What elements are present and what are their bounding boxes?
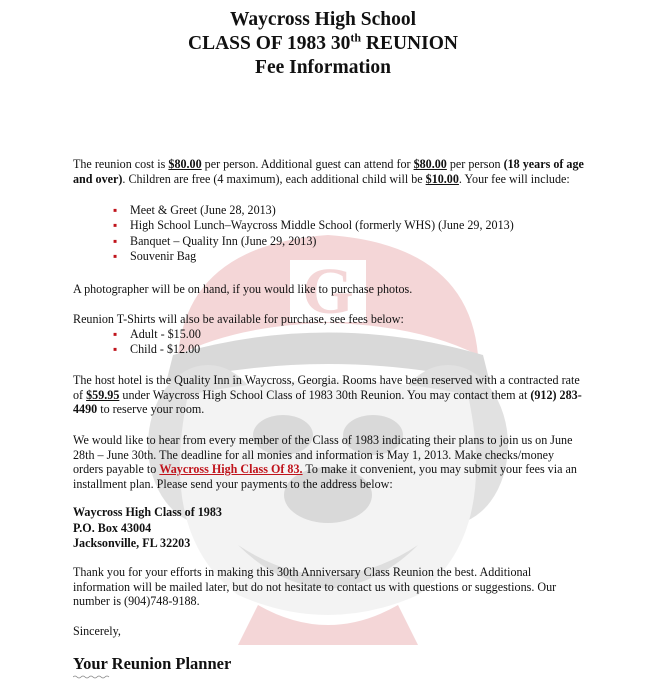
square-bullet-icon: ▪: [113, 203, 118, 217]
square-bullet-icon: ▪: [113, 327, 118, 341]
class-reunion-heading: [0, 32, 646, 56]
list-item: ▪ Banquet – Quality Inn (June 29, 2013): [113, 233, 317, 248]
address-line: P.O. Box 43004: [73, 520, 152, 535]
reunion-cost: $80.00: [168, 157, 202, 171]
fee-information-heading: Fee Information: [255, 57, 391, 78]
address-line: Waycross High Class of 1983: [73, 505, 222, 519]
payee-name: Waycross High Class Of 83.: [159, 462, 303, 477]
square-bullet-icon: ▪: [113, 233, 118, 248]
list-item: ▪ Adult - $15.00: [113, 327, 201, 341]
payment-paragraph: [73, 433, 585, 491]
hotel-paragraph: [73, 373, 585, 417]
guest-cost: $80.00: [413, 157, 447, 171]
intro-text-3: per person: [446, 157, 504, 171]
hotel-text-2: under Waycross High School Class of 1983 30th Reunion. You may contact them at: [119, 387, 531, 402]
list-item: ▪ Child - $12.00: [113, 342, 201, 357]
intro-text-5: . Your fee will include:: [458, 171, 570, 186]
class-prefix-text: CLASS OF 1983 30: [188, 33, 351, 54]
school-name-heading: Waycross High School: [229, 9, 416, 30]
list-item: ▪ Souvenir Bag: [113, 249, 197, 264]
hotel-rate: $59.95: [86, 387, 120, 402]
age-note: (18 years of age and over): [73, 157, 584, 186]
intro-text-4: . Children are free (4 maximum), each additional child will be: [122, 171, 426, 186]
hotel-phone: (912) 283-4490: [73, 387, 582, 417]
address-line: Jacksonville, FL 32203: [73, 536, 191, 551]
intro-text-2: per person. Additional guest can attend for: [201, 157, 414, 171]
included-items-list: [113, 203, 514, 265]
closing-text: Sincerely,: [73, 624, 121, 638]
document-title-block: [0, 8, 646, 80]
thanks-paragraph: Thank you for your efforts in making this 30th Anniversary Class Reunion the best. Additional information will be mailed later, but do not hesitate to contact us with questions or suggestions. Our number is (904)748-9188.: [73, 565, 557, 609]
fee-intro-paragraph: [73, 157, 585, 186]
square-bullet-icon: ▪: [113, 342, 118, 357]
mailing-address: [73, 505, 585, 552]
spellcheck-squiggle: [73, 675, 111, 679]
payment-text-1: We would like to hear from every member of the Class of 1983 indicating their plans to join us on June 28th – June 30th. The deadline for all monies and information is May 1, 2013. Make checks/money orders payable to: [73, 433, 573, 477]
hotel-text-3: to reserve your room.: [97, 402, 205, 417]
intro-text-1: The reunion cost is: [73, 157, 169, 171]
photographer-paragraph: A photographer will be on hand, if you would like to purchase photos.: [73, 282, 413, 296]
hotel-text-1: The host hotel is the Quality Inn in Waycross, Georgia. Rooms have been reserved with a contracted rate of: [73, 373, 580, 402]
payment-text-2: To make it convenient, you may submit your fees via an installment plan. Please send your payments to the address below:: [73, 462, 577, 491]
svg-text:G: G: [302, 255, 354, 328]
signature: Your Reunion Planner: [73, 654, 232, 673]
tshirt-intro-paragraph: Reunion T-Shirts will also be available for purchase, see fees below:: [73, 312, 404, 326]
tshirt-prices-list: [113, 327, 201, 358]
square-bullet-icon: ▪: [113, 218, 118, 233]
square-bullet-icon: ▪: [113, 249, 118, 264]
ordinal-suffix: th: [350, 30, 362, 45]
reunion-word: REUNION: [361, 33, 458, 54]
list-item: ▪ Meet & Greet (June 28, 2013): [113, 203, 276, 217]
child-cost: $10.00: [425, 171, 459, 186]
list-item: ▪ High School Lunch–Waycross Middle School (formerly WHS) (June 29, 2013): [113, 218, 514, 233]
